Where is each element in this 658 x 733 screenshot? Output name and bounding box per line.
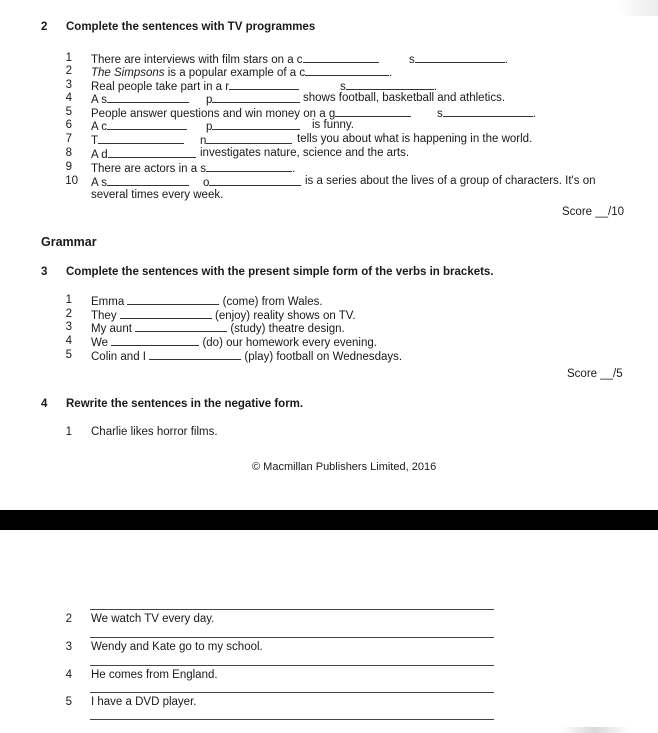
answer-blank[interactable] [98,133,184,144]
answer-blank[interactable] [305,65,389,76]
answer-line[interactable] [90,719,494,720]
section-2-heading: Complete the sentences with TV programmes [66,21,316,33]
section-3-heading: Complete the sentences with the present simple form of the verbs in brackets. [66,266,494,278]
section-2-score: Score __/10 [562,206,625,218]
answer-blank[interactable] [209,175,301,186]
grammar-heading: Grammar [41,235,97,249]
answer-blank[interactable] [127,294,219,305]
answer-blank[interactable] [135,321,227,332]
answer-blank[interactable] [107,119,187,130]
answer-line[interactable] [90,692,494,693]
section-3-score: Score __/5 [567,368,623,380]
answer-blank[interactable] [212,92,300,103]
answer-blank[interactable] [107,175,189,186]
answer-blank[interactable] [335,106,411,117]
answer-blank[interactable] [120,308,212,319]
section-3-number: 3 [41,266,48,278]
page-corner-shadow [614,0,658,16]
answer-blank[interactable] [443,106,533,117]
page-break-band [0,510,658,530]
section-2-number: 2 [41,21,48,33]
page-edge-shadow [560,727,630,733]
answer-line[interactable] [90,637,494,638]
answer-blank[interactable] [149,349,241,360]
copyright: © Macmillan Publishers Limited, 2016 [252,461,437,473]
answer-blank[interactable] [107,92,189,103]
answer-blank[interactable] [229,79,299,90]
answer-blank[interactable] [303,52,379,63]
answer-blank[interactable] [415,52,505,63]
answer-blank[interactable] [346,79,434,90]
section-4-number: 4 [41,398,48,410]
answer-line[interactable] [90,609,494,610]
answer-blank[interactable] [206,133,292,144]
answer-blank[interactable] [212,119,300,130]
answer-line[interactable] [90,665,494,666]
section-4-heading: Rewrite the sentences in the negative form. [66,398,304,410]
answer-blank[interactable] [206,161,292,172]
answer-blank[interactable] [111,335,199,346]
answer-blank[interactable] [108,147,196,158]
